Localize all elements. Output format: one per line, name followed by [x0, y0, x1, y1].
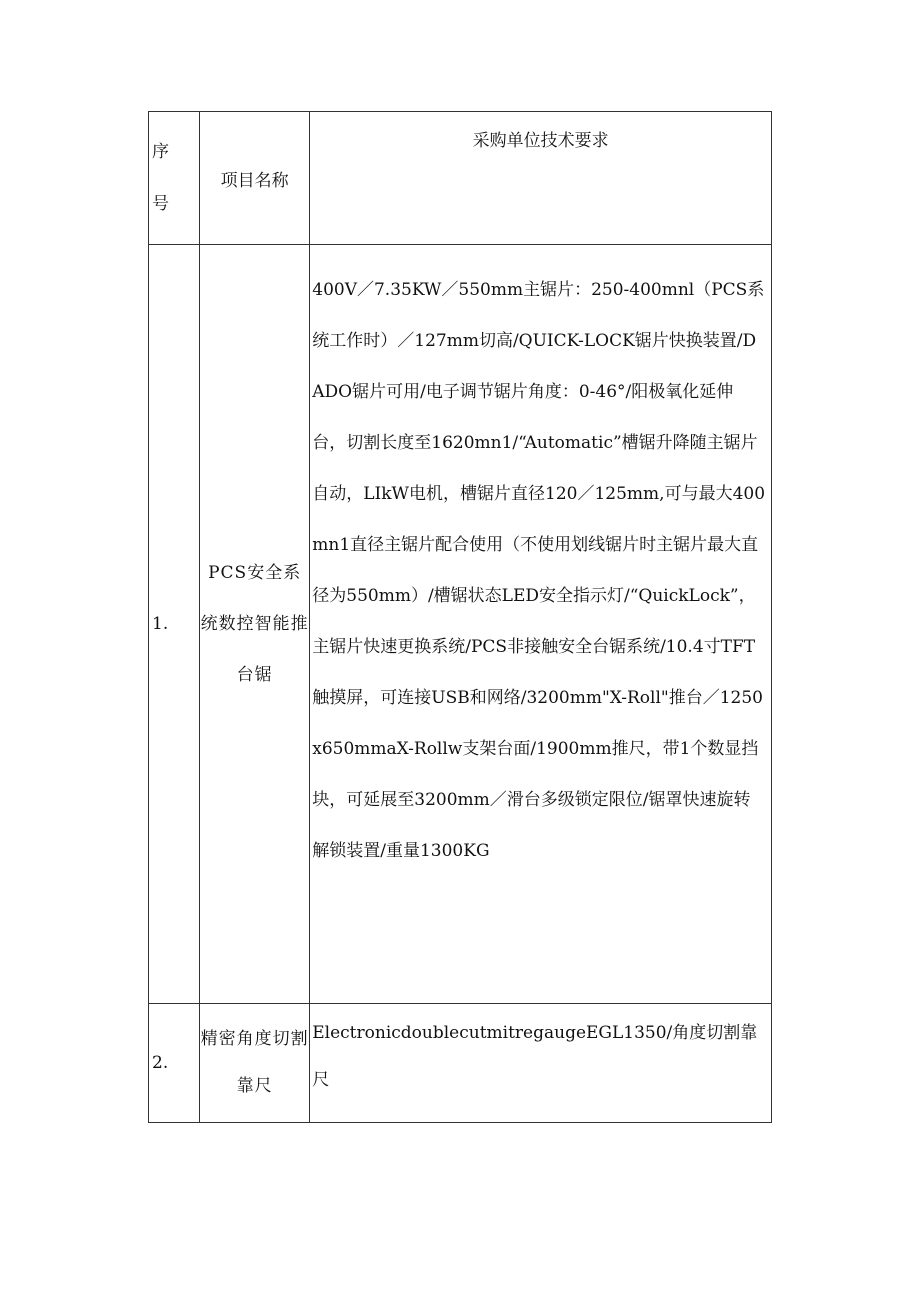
row-number: 1.	[149, 245, 200, 1004]
header-requirements: 采购单位技术要求	[310, 112, 772, 245]
spec-table	[148, 111, 772, 1123]
header-row	[149, 112, 772, 245]
header-no	[149, 112, 200, 245]
header-name: 项目名称	[200, 112, 310, 245]
item-name: PCS安全系统数控智能推台锯	[200, 245, 310, 1004]
header-no-line1: 序	[152, 142, 169, 162]
row-number: 2.	[149, 1004, 200, 1123]
table-row	[149, 245, 772, 1004]
item-requirements: ElectronicdoublecutmitregaugeEGL1350/角度切割靠尺	[310, 1004, 772, 1123]
item-requirements: 400V／7.35KW／550mm主锯片：250-400mnl（PCS系统工作时）／127mm切高/QUICK-LOCK锯片快换装置/DADO锯片可用/电子调节锯片角度：0-46°/阳极氧化延伸台，切割长度至1620mn1/“Automatic”槽锯升降随主锯片自动，LIkW电机，槽锯片直径120／125mm,可与最大400mn1直径主锯片配合使用（不使用划线锯片时主锯片最大直径为550mm）/槽锯状态LED安全指示灯/“QuickLock”，主锯片快速更换系统/PCS非接触安全台锯系统/10.4寸TFT触摸屏，可连接USB和网络/3200mm"X-Roll"推台／1250x650mmaX-Rollw支架台面/1900mm推尺，带1个数显挡块，可延展至3200mm／滑台多级锁定限位/锯罩快速旋转解锁装置/重量1300KG	[310, 245, 772, 1004]
item-name: 精密角度切割靠尺	[200, 1004, 310, 1123]
header-no-line2: 号	[152, 194, 169, 214]
table-row	[149, 1004, 772, 1123]
